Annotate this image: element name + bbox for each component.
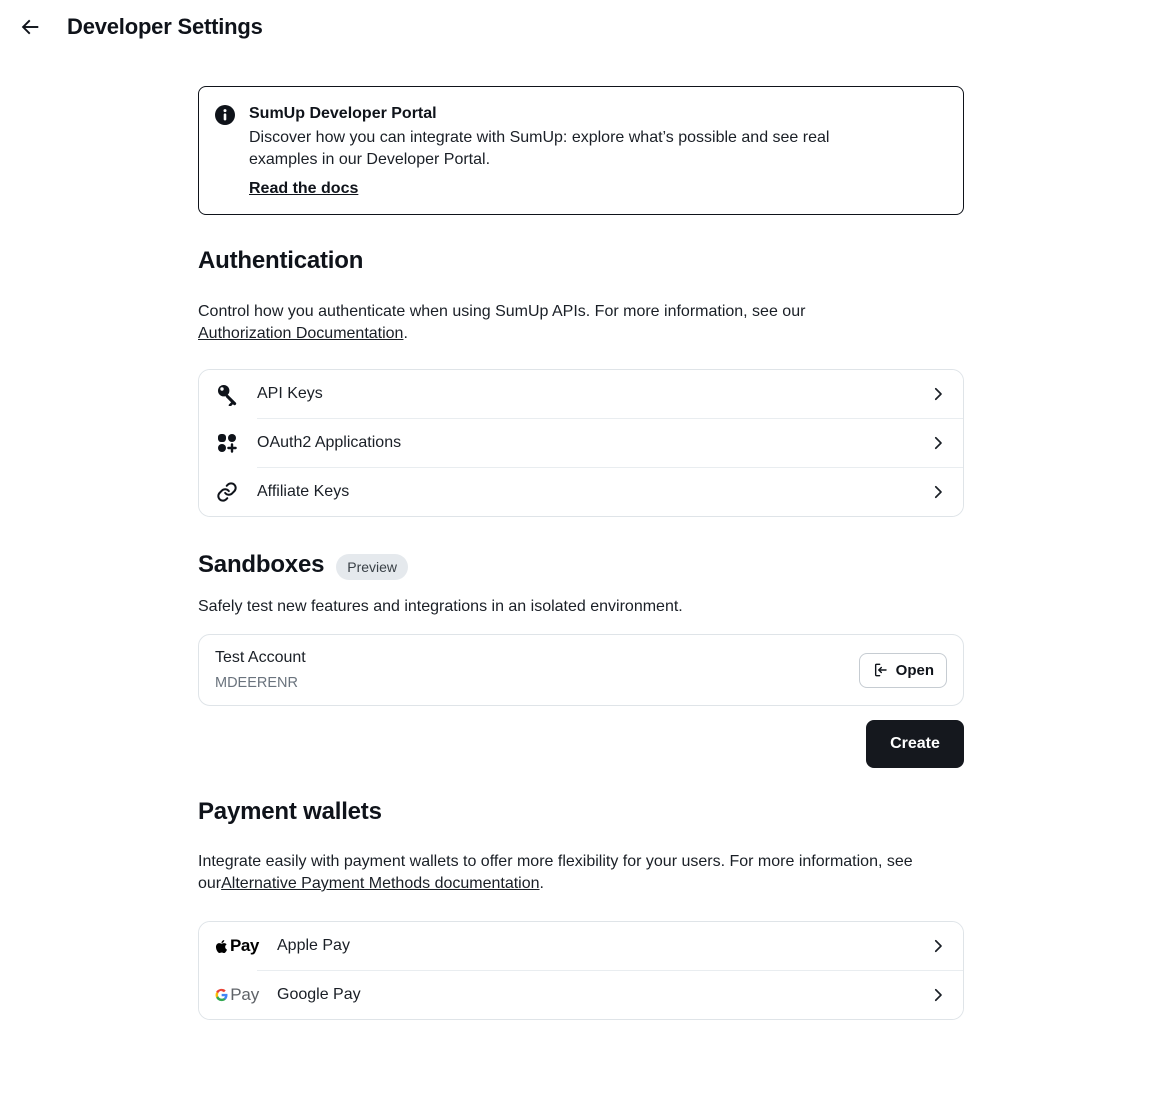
- page-title: Developer Settings: [67, 14, 263, 39]
- authentication-description-period: .: [403, 325, 408, 342]
- chevron-right-icon: [929, 385, 947, 403]
- payment-wallets-description-period: .: [539, 875, 544, 892]
- list-item-affiliate-keys[interactable]: [199, 468, 963, 516]
- account-name: Test Account: [215, 649, 306, 666]
- list-item-label: Google Pay: [277, 986, 361, 1003]
- chevron-right-icon: [929, 986, 947, 1004]
- apple-pay-logo-text: Pay: [229, 936, 259, 955]
- apple-icon: [215, 939, 228, 954]
- list-item-api-keys[interactable]: [199, 370, 963, 418]
- list-item-label: OAuth2 Applications: [257, 434, 402, 451]
- apple-pay-logo: [215, 936, 259, 956]
- banner-title: SumUp Developer Portal: [249, 105, 437, 122]
- developer-portal-banner: [198, 86, 964, 215]
- google-pay-logo: [215, 985, 259, 1005]
- create-button[interactable]: Create: [866, 720, 964, 768]
- account-code: MDEERENR: [215, 675, 298, 691]
- create-button-row: [198, 720, 964, 768]
- authentication-list-card: [198, 369, 964, 517]
- authentication-heading: Authentication: [198, 247, 364, 274]
- google-pay-logo-text: Pay: [230, 985, 259, 1004]
- sandboxes-description: Safely test new features and integrations in an isolated environment.: [198, 598, 683, 615]
- list-item-label: API Keys: [257, 385, 323, 402]
- payment-wallets-description: [198, 851, 964, 895]
- open-button[interactable]: [859, 653, 947, 688]
- list-item-apple-pay[interactable]: [199, 922, 963, 970]
- key-icon: [215, 382, 239, 406]
- chevron-right-icon: [929, 483, 947, 501]
- alternative-payment-methods-link[interactable]: Alternative Payment Methods documentation: [221, 875, 540, 892]
- sandboxes-heading: Sandboxes: [198, 551, 325, 578]
- list-item-label: Affiliate Keys: [257, 483, 350, 500]
- payment-wallets-card: [198, 921, 964, 1020]
- chevron-right-icon: [929, 937, 947, 955]
- link-icon: [215, 480, 239, 504]
- oauth2-apps-icon: [215, 431, 239, 455]
- payment-wallets-description-text: Integrate easily with payment wallets to offer more flexibility for your users. For more information, see our: [198, 853, 913, 892]
- page-header: [0, 0, 1162, 54]
- list-item-label: Apple Pay: [277, 937, 350, 954]
- list-item-google-pay[interactable]: [199, 971, 963, 1019]
- google-g-icon: [215, 986, 228, 1004]
- back-button[interactable]: [18, 15, 42, 39]
- chevron-right-icon: [929, 434, 947, 452]
- payment-wallets-heading: Payment wallets: [198, 798, 382, 825]
- log-in-icon: [872, 662, 888, 678]
- open-button-label: Open: [895, 661, 934, 679]
- authentication-description-text: Control how you authenticate when using SumUp APIs. For more information, see our: [198, 303, 806, 320]
- sandboxes-heading-row: [198, 550, 964, 580]
- banner-content: [249, 103, 849, 198]
- info-icon: [215, 105, 235, 125]
- preview-badge: Preview: [336, 554, 408, 580]
- test-account-card: [198, 634, 964, 706]
- list-item-oauth2-applications[interactable]: [199, 419, 963, 467]
- authentication-description: [198, 301, 964, 345]
- account-info: [215, 647, 306, 693]
- main-content: [198, 86, 964, 1100]
- read-the-docs-link[interactable]: Read the docs: [249, 180, 359, 197]
- arrow-left-icon: [19, 16, 41, 38]
- authorization-documentation-link[interactable]: Authorization Documentation: [198, 325, 404, 342]
- banner-body: Discover how you can integrate with SumUp: explore what’s possible and see real examples in our Developer Portal.: [249, 129, 830, 168]
